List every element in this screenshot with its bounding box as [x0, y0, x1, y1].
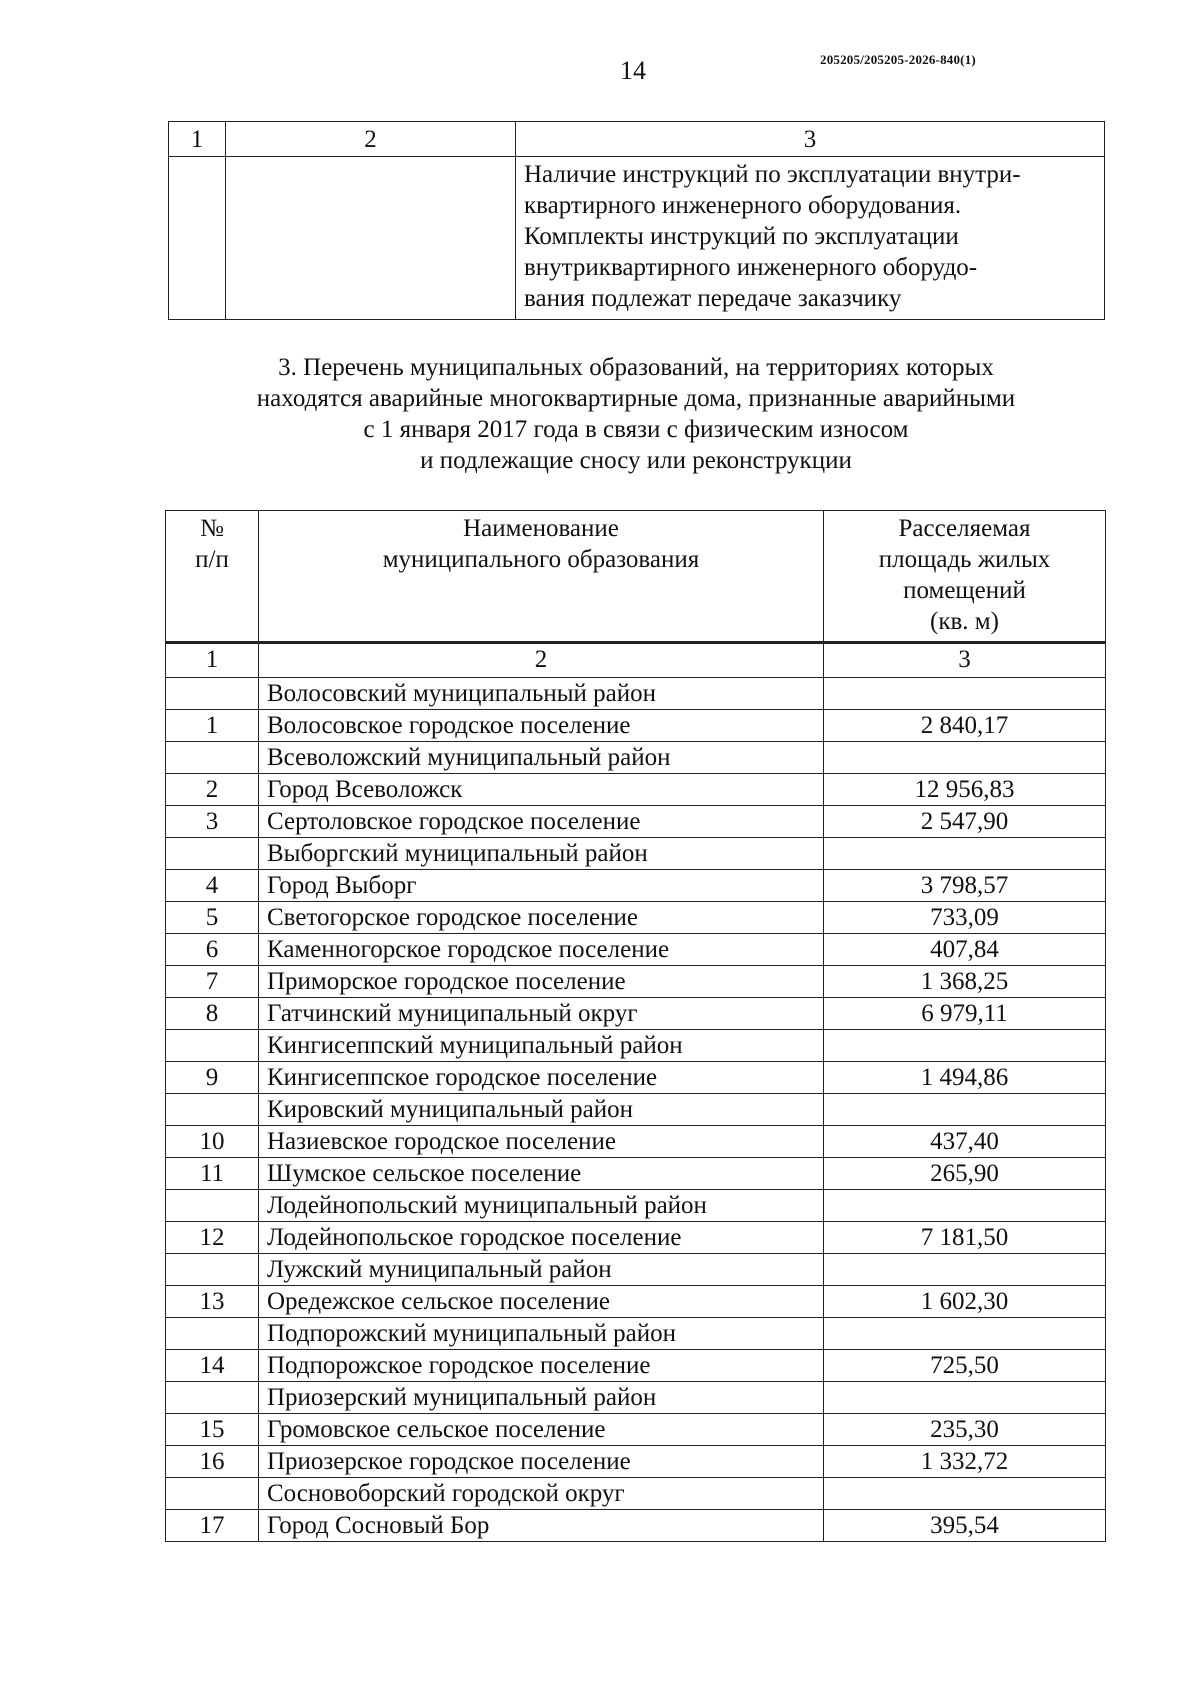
- resettled-area: [824, 1318, 1106, 1350]
- resettled-area: [824, 1030, 1106, 1062]
- municipality-row: [166, 966, 1106, 998]
- municipality-row: [166, 1222, 1106, 1254]
- header-line: Наименование: [463, 515, 619, 542]
- municipality-name: Назиевское городское поселение: [259, 1126, 824, 1158]
- district-row: [166, 1094, 1106, 1126]
- section-title: [168, 352, 1104, 476]
- municipality-name: Каменногорское городское поселение: [259, 934, 824, 966]
- municipality-name: Громовское сельское поселение: [259, 1414, 824, 1446]
- text-line: вания подлежат передаче заказчику: [524, 285, 902, 312]
- continuation-column-numbers-row: [169, 122, 1105, 157]
- municipality-row: [166, 1414, 1106, 1446]
- resettled-area: [824, 1478, 1106, 1510]
- resettled-area: 3 798,57: [824, 870, 1106, 902]
- municipality-name: Приозерский муниципальный район: [259, 1382, 824, 1414]
- column-number-cell: 3: [516, 122, 1105, 157]
- resettled-area: 2 840,17: [824, 710, 1106, 742]
- row-number: 3: [166, 806, 259, 838]
- municipality-name: Кировский муниципальный район: [259, 1094, 824, 1126]
- municipality-name: Сосновоборский городской округ: [259, 1478, 824, 1510]
- district-row: [166, 1030, 1106, 1062]
- row-number: [166, 1318, 259, 1350]
- table-header-row: [166, 511, 1106, 643]
- municipality-row: [166, 902, 1106, 934]
- text-line: внутриквартирного инженерного оборудо-: [524, 254, 978, 281]
- title-line: 3. Перечень муниципальных образований, на территориях которых: [278, 354, 994, 381]
- row-number: 11: [166, 1158, 259, 1190]
- municipality-name: Волосовское городское поселение: [259, 710, 824, 742]
- municipality-name: Шумское сельское поселение: [259, 1158, 824, 1190]
- municipality-name: Всеволожский муниципальный район: [259, 742, 824, 774]
- district-row: [166, 1478, 1106, 1510]
- municipality-row: [166, 1286, 1106, 1318]
- municipality-name: Сертоловское городское поселение: [259, 806, 824, 838]
- row-number: 13: [166, 1286, 259, 1318]
- row-number: 17: [166, 1510, 259, 1542]
- row-number: 4: [166, 870, 259, 902]
- municipality-row: [166, 1446, 1106, 1478]
- row-number: [166, 678, 259, 710]
- row-number: [166, 1030, 259, 1062]
- column-number-cell: 1: [166, 643, 259, 678]
- row-number: [166, 1094, 259, 1126]
- municipality-name: Оредежское сельское поселение: [259, 1286, 824, 1318]
- municipality-row: [166, 870, 1106, 902]
- municipality-name: Подпорожский муниципальный район: [259, 1318, 824, 1350]
- resettled-area: 1 368,25: [824, 966, 1106, 998]
- municipality-name: Город Сосновый Бор: [259, 1510, 824, 1542]
- text-line: Комплекты инструкций по эксплуатации: [524, 223, 959, 250]
- municipality-row: [166, 934, 1106, 966]
- municipality-name: Приозерское городское поселение: [259, 1446, 824, 1478]
- header-line: №: [200, 515, 224, 542]
- resettled-area: 6 979,11: [824, 998, 1106, 1030]
- resettled-area: 265,90: [824, 1158, 1106, 1190]
- resettled-area: 725,50: [824, 1350, 1106, 1382]
- municipality-name: Лодейнопольское городское поселение: [259, 1222, 824, 1254]
- resettled-area: 395,54: [824, 1510, 1106, 1542]
- row-number: 2: [166, 774, 259, 806]
- resettled-area: [824, 1382, 1106, 1414]
- resettled-area: 1 602,30: [824, 1286, 1106, 1318]
- row-number: [166, 1478, 259, 1510]
- row-number: 16: [166, 1446, 259, 1478]
- municipalities-table-body: [166, 511, 1106, 1542]
- row-number: [166, 838, 259, 870]
- row-number: 15: [166, 1414, 259, 1446]
- municipality-row: [166, 806, 1106, 838]
- district-row: [166, 678, 1106, 710]
- municipality-row: [166, 1126, 1106, 1158]
- district-row: [166, 838, 1106, 870]
- resettled-area: 235,30: [824, 1414, 1106, 1446]
- municipality-name: Кингисеппское городское поселение: [259, 1062, 824, 1094]
- municipality-name: Город Всеволожск: [259, 774, 824, 806]
- municipality-name: Лодейнопольский муниципальный район: [259, 1190, 824, 1222]
- row-number: 5: [166, 902, 259, 934]
- row-number: [166, 1382, 259, 1414]
- district-row: [166, 1190, 1106, 1222]
- resettled-area: 437,40: [824, 1126, 1106, 1158]
- resettled-area: 1 494,86: [824, 1062, 1106, 1094]
- municipality-name: Лужский муниципальный район: [259, 1254, 824, 1286]
- row-number: 12: [166, 1222, 259, 1254]
- header-line: (кв. м): [930, 608, 999, 635]
- header-num: [166, 511, 259, 643]
- municipality-name: Гатчинский муниципальный округ: [259, 998, 824, 1030]
- district-row: [166, 742, 1106, 774]
- row-number: 8: [166, 998, 259, 1030]
- municipalities-table: [165, 510, 1106, 1542]
- title-line: и подлежащие сносу или реконструкции: [420, 447, 852, 474]
- municipality-name: Светогорское городское поселение: [259, 902, 824, 934]
- title-line: с 1 января 2017 года в связи с физическим износом: [363, 416, 909, 443]
- row-number: [166, 1190, 259, 1222]
- page-number: 14: [620, 56, 646, 85]
- resettled-area: [824, 1254, 1106, 1286]
- resettled-area: 407,84: [824, 934, 1106, 966]
- header-line: Расселяемая: [898, 515, 1031, 542]
- resettled-area: 2 547,90: [824, 806, 1106, 838]
- column-numbers-row: [166, 643, 1106, 678]
- municipality-name: Подпорожское городское поселение: [259, 1350, 824, 1382]
- continuation-body-row: [169, 157, 1105, 320]
- municipality-row: [166, 1350, 1106, 1382]
- resettled-area: [824, 838, 1106, 870]
- municipality-row: [166, 998, 1106, 1030]
- row-number: 9: [166, 1062, 259, 1094]
- municipality-name: Кингисеппский муниципальный район: [259, 1030, 824, 1062]
- row-number: 1: [166, 710, 259, 742]
- district-row: [166, 1382, 1106, 1414]
- municipality-name: Выборгский муниципальный район: [259, 838, 824, 870]
- instructions-text-cell: [516, 157, 1105, 320]
- header-line: п/п: [195, 546, 229, 573]
- header-area: [824, 511, 1106, 643]
- municipality-row: [166, 1510, 1106, 1542]
- municipality-row: [166, 1158, 1106, 1190]
- row-number: 14: [166, 1350, 259, 1382]
- resettled-area: 12 956,83: [824, 774, 1106, 806]
- empty-cell: [169, 157, 226, 320]
- municipality-name: Волосовский муниципальный район: [259, 678, 824, 710]
- row-number: 7: [166, 966, 259, 998]
- row-number: [166, 742, 259, 774]
- header-line: помещений: [903, 577, 1026, 604]
- district-row: [166, 1254, 1106, 1286]
- resettled-area: [824, 1094, 1106, 1126]
- header-name: [259, 511, 824, 643]
- header-line: муниципального образования: [382, 546, 700, 573]
- row-number: [166, 1254, 259, 1286]
- column-number-cell: 1: [169, 122, 226, 157]
- municipality-row: [166, 1062, 1106, 1094]
- column-number-cell: 2: [226, 122, 516, 157]
- header-line: площадь жилых: [878, 546, 1051, 573]
- municipality-name: Город Выборг: [259, 870, 824, 902]
- resettled-area: [824, 742, 1106, 774]
- column-number-cell: 3: [824, 643, 1106, 678]
- empty-cell: [226, 157, 516, 320]
- title-line: находятся аварийные многоквартирные дома, признанные аварийными: [256, 385, 1016, 412]
- resettled-area: 7 181,50: [824, 1222, 1106, 1254]
- continuation-table: [168, 121, 1105, 320]
- municipality-name: Приморское городское поселение: [259, 966, 824, 998]
- document-id: 205205/205205-2026-840(1): [820, 52, 976, 67]
- municipality-row: [166, 710, 1106, 742]
- text-line: Наличие инструкций по эксплуатации внутри-: [524, 161, 1021, 188]
- row-number: 6: [166, 934, 259, 966]
- row-number: 10: [166, 1126, 259, 1158]
- resettled-area: 733,09: [824, 902, 1106, 934]
- resettled-area: [824, 1190, 1106, 1222]
- district-row: [166, 1318, 1106, 1350]
- resettled-area: [824, 678, 1106, 710]
- resettled-area: 1 332,72: [824, 1446, 1106, 1478]
- text-line: квартирного инженерного оборудования.: [524, 192, 962, 219]
- column-number-cell: 2: [259, 643, 824, 678]
- municipality-row: [166, 774, 1106, 806]
